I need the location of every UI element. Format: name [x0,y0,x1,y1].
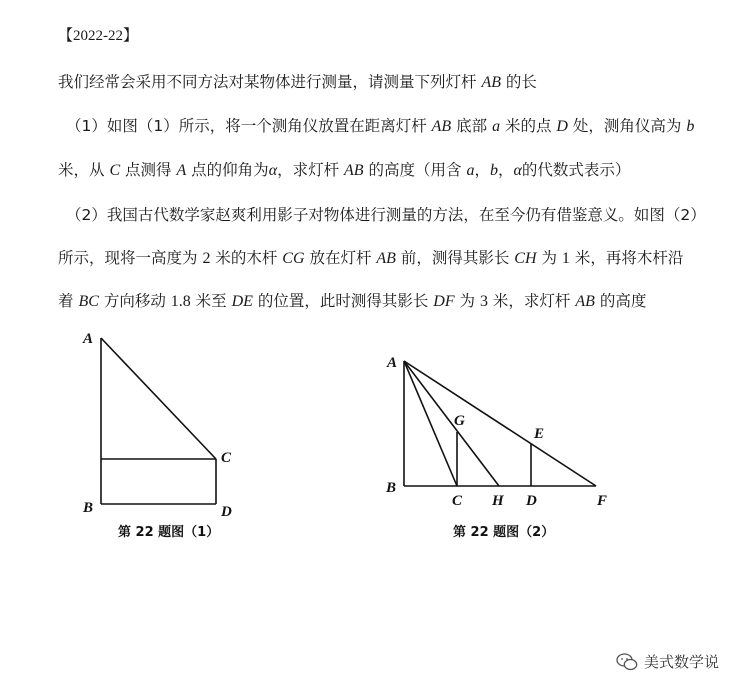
fig2-label-f: F [597,493,608,509]
text: ，求灯杆 [277,161,345,179]
var: α [268,162,278,179]
var: AB [376,250,396,267]
text: （1）如图（1）所示，将一个测角仪放置在距离灯杆 [66,117,432,135]
var: BC [78,293,99,310]
line-af [404,361,596,486]
num: 1 [561,250,570,267]
fig2-caption: 第 22 题图（2） [453,525,555,540]
var: a [466,162,475,179]
part2-line1: （2）我国古代数学家赵爽利用影子对物体进行测量的方法，在至今仍有借鉴意义。如图（2） [66,206,706,224]
var: DE [231,293,253,310]
text: ， [474,161,490,179]
text: 的位置，此时测得其影长 [252,292,434,310]
text: 方向移动 [98,292,171,310]
text: 米的点 [500,117,557,135]
text: 为 [454,292,480,310]
text: 米，再将木杆沿 [569,249,684,267]
var: AB [344,162,364,179]
text: 放在灯杆 [304,249,377,267]
var: AB [575,293,595,310]
text: 为 [536,249,562,267]
var: CH [514,250,537,267]
var: b [489,162,498,179]
var: a [492,118,501,135]
num: 2 [202,250,211,267]
fig2-label-g: G [454,413,465,429]
fig2-label-d: D [526,493,537,509]
text: 着 [58,292,79,310]
fig1-label-c: C [221,450,232,466]
figure-2 [404,361,596,486]
text: 底部 [451,117,493,135]
watermark-text: 美式数学说 [643,653,719,671]
text: 米，求灯杆 [487,292,576,310]
line-ac [101,338,216,459]
text: 的代数式表示） [521,161,631,179]
var: b [686,118,695,135]
var: C [109,162,121,179]
fig2-label-a: A [387,355,398,371]
fig1-label-a: A [83,331,94,347]
text: 米的木杆 [210,249,283,267]
figure-1 [101,338,216,504]
var: D [556,118,568,135]
text: 处，测角仪高为 [567,117,687,135]
fig2-label-b: B [386,480,397,496]
text: 米，从 [58,161,110,179]
var: CG [282,250,305,267]
intro-text: 我们经常会采用不同方法对某物体进行测量，请测量下列灯杆 [58,73,482,91]
text: 的高度 [594,292,647,310]
fig1-label-d: D [221,504,232,520]
var: AB [431,118,452,135]
num: 1.8 [170,293,191,310]
var: α [513,162,522,179]
fig2-label-c: C [452,493,463,509]
var: DF [433,293,455,310]
fig2-label-h: H [492,493,504,509]
var-ab: AB [481,74,501,91]
watermark [616,651,719,672]
intro-text-end: 的长 [500,73,537,91]
num: 3 [479,293,488,310]
fig1-label-b: B [83,500,94,516]
text: 所示，现将一高度为 [58,249,203,267]
text: 前，测得其影长 [395,249,515,267]
problem-tag: 【2022-22】 [58,28,138,44]
text: ， [497,161,514,179]
wechat-icon [616,652,638,672]
var: A [176,162,187,179]
text: 点的仰角为 [186,161,269,179]
fig1-caption: 第 22 题图（1） [118,525,220,540]
text: 的高度（用含 [363,161,467,179]
fig2-label-e: E [534,426,545,442]
text: 点测得 [120,161,177,179]
text: 米至 [190,292,232,310]
line-ah [404,361,499,486]
line-ac [404,361,457,486]
